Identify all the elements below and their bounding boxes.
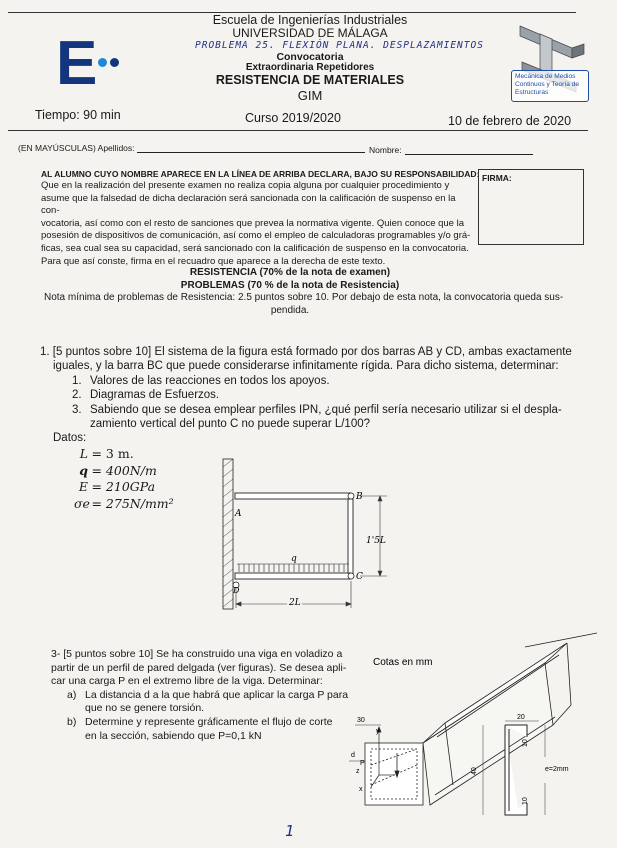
info-rule	[8, 130, 588, 131]
data-list	[74, 446, 174, 512]
problem1-items	[72, 374, 562, 431]
exam-time: Tiempo: 90 min	[35, 108, 121, 122]
data-row	[74, 479, 174, 496]
list-item	[72, 374, 562, 388]
university-name: UNIVERSIDAD DE MÁLAGA	[232, 26, 388, 40]
subject-title: RESISTENCIA DE MATERIALES	[215, 73, 405, 87]
department-badge	[510, 18, 592, 110]
item-number: 2.	[72, 389, 82, 402]
data-row	[74, 463, 174, 480]
data-row	[74, 446, 174, 463]
declaration-line: posesión de dispositivos de comunicación, así como el empleo de calculadoras programables y/o grá-	[41, 230, 471, 242]
dim-40-label: 40	[471, 767, 478, 775]
data-label: Datos:	[53, 432, 87, 444]
label-height: 1'5L	[366, 536, 386, 546]
name-label: Nombre:	[369, 145, 402, 155]
item-text: Valores de las reacciones en todos los apoyos.	[90, 375, 330, 387]
declaration-line: Para que así conste, firma en el recuadro que aparece a la derecha de este texto.	[41, 255, 386, 267]
problem1-figure	[215, 455, 415, 620]
beam-end-section	[365, 743, 423, 805]
dim-d-label: d	[351, 752, 355, 759]
grading-line-1: RESISTENCIA (70% de la nota de examen)	[189, 267, 391, 278]
grading-line-2: PROBLEMAS (70 % de la nota de Resistencia)	[180, 280, 400, 291]
item-text: Diagramas de Esfuerzos.	[90, 389, 220, 402]
joint-b	[348, 493, 354, 499]
logo-letter: E	[56, 29, 98, 98]
problem1-line1: 1. [5 puntos sobre 10] El sistema de la figura está formado por dos barras AB y CD, ambas exactamente	[40, 346, 572, 358]
label-b: B	[356, 492, 363, 502]
data-value: = 400N/m	[91, 462, 157, 478]
list-item	[51, 716, 348, 730]
label-d: D	[233, 586, 240, 595]
data-value: = 275N/mm²	[91, 495, 174, 511]
dim-10b-label: 10	[522, 797, 529, 805]
distributed-load	[237, 564, 349, 572]
item-number: 3.	[72, 403, 82, 416]
school-logo	[56, 29, 126, 98]
wall-hatching	[223, 459, 233, 607]
badge-box	[511, 70, 589, 102]
data-symbol: E	[78, 479, 88, 494]
list-item-cont	[72, 417, 562, 431]
grading-line-4: pendida.	[270, 305, 310, 316]
grading-line-3: Nota mínima de problemas de Resistencia: 2.5 puntos sobre 10. Por debajo de esta nota, la convocatoria queda sus-	[44, 292, 564, 303]
axis-x-label: x	[359, 786, 363, 793]
list-item	[72, 403, 562, 417]
problem3-text	[51, 648, 348, 743]
problem3-figure	[335, 625, 610, 825]
data-value: = 3 m.	[91, 446, 134, 461]
item-text: Determine y represente gráficamente el flujo de corte	[85, 715, 333, 728]
label-c: C	[356, 572, 363, 582]
axis-z-label: z	[356, 768, 360, 775]
surname-field[interactable]	[137, 152, 365, 153]
item-text: Sabiendo que se desea emplear perfiles IPN, ¿qué perfil sería necesario utilizar si el despla-	[90, 403, 562, 416]
list-item-cont: que no se genere torsión.	[85, 702, 205, 715]
problem3-line: car una carga P en el extremo libre de la viga. Determinar:	[51, 675, 323, 688]
bar-bc	[348, 499, 353, 575]
data-row	[74, 496, 174, 513]
exam-course: Curso 2019/2020	[245, 111, 341, 125]
logo-dot-icon	[110, 58, 119, 67]
item-text: La distancia d a la que habrá que aplicar la carga P para	[85, 688, 349, 701]
data-symbol: L	[79, 446, 88, 461]
signature-label: FIRMA:	[482, 173, 512, 183]
label-span: 2L	[289, 598, 301, 608]
surname-label: (EN MAYÚSCULAS) Apellidos:	[18, 143, 135, 153]
item-text: zamiento vertical del punto C no puede superar L/100?	[90, 417, 371, 430]
dim-10a-label: 10	[522, 739, 529, 747]
declaration-heading: AL ALUMNO CUYO NOMBRE APARECE EN LA LÍNEA DE ARRIBA DECLARA, BAJO SU RESPONSABILIDAD:	[41, 169, 480, 179]
item-number: 1.	[72, 375, 82, 387]
school-name: Escuela de Ingenierías Industriales	[212, 13, 408, 27]
list-item	[72, 388, 562, 402]
dim-30-label: 30	[357, 717, 365, 724]
joint-c	[348, 573, 354, 579]
declaration-line: Que en la realización del presente examen no realiza copia alguna por cualquier procedimiento y	[41, 180, 450, 191]
dim-20-label: 20	[517, 714, 525, 721]
convocatoria-label: Convocatoria	[276, 51, 344, 63]
convocatoria-type: Extraordinaria Repetidores	[245, 62, 375, 73]
exam-date: 10 de febrero de 2020	[448, 114, 572, 128]
wall	[223, 459, 233, 609]
data-symbol: σe	[74, 495, 90, 511]
problem3-line: 3- [5 puntos sobre 10] Se ha construido una viga en voladizo a	[51, 648, 343, 660]
page-number: 1	[285, 822, 296, 840]
badge-text: Mecánica de Medios Continuos y Teoría de Estructuras	[515, 73, 580, 96]
load-p-label: P	[360, 760, 365, 767]
declaration-line: asume que la falsedad de dicha declaración será sancionada con la calificación de suspenso en la con-	[41, 192, 456, 217]
bar-ab	[235, 493, 351, 499]
declaration-line: ficas, sea cual sea su capacidad, será sancionado con la calificación de suspenso en la convocatoria.	[41, 242, 469, 254]
declaration-body	[41, 180, 471, 268]
item-number: b)	[67, 715, 77, 728]
name-field[interactable]	[405, 154, 533, 155]
degree-title: GIM	[297, 88, 323, 103]
logo-dot-icon	[98, 58, 107, 67]
list-item-cont: en la sección, sabiendo que P=0,1 kN	[85, 729, 262, 742]
list-item	[51, 689, 348, 703]
dimension-caption: Cotas en mm	[373, 657, 433, 668]
signature-box[interactable]	[478, 169, 584, 245]
problem3-line: partir de un perfil de pared delgada (ver figuras). Se desea apli-	[51, 661, 347, 674]
declaration-line: vocatoria, así como con el resto de sanciones que prevea la normativa vigente. Quien conoce que la	[41, 217, 465, 229]
data-value: = 210GPa	[91, 479, 156, 494]
handwritten-note: PROBLEMA 25. FLEXIÓN PLANA. DESPLAZAMIENTOS	[195, 40, 484, 51]
data-symbol: q	[79, 462, 88, 478]
bar-cd	[235, 573, 351, 579]
label-a: A	[235, 509, 242, 519]
thickness-label: e=2mm	[545, 766, 569, 773]
label-q: q	[291, 554, 297, 564]
item-number: a)	[67, 688, 77, 701]
axis-y-label: y	[376, 728, 380, 735]
problem1-line2: iguales, y la barra BC que puede considerarse infinitamente rígida. Para dicho sistema, determinar:	[53, 360, 559, 372]
